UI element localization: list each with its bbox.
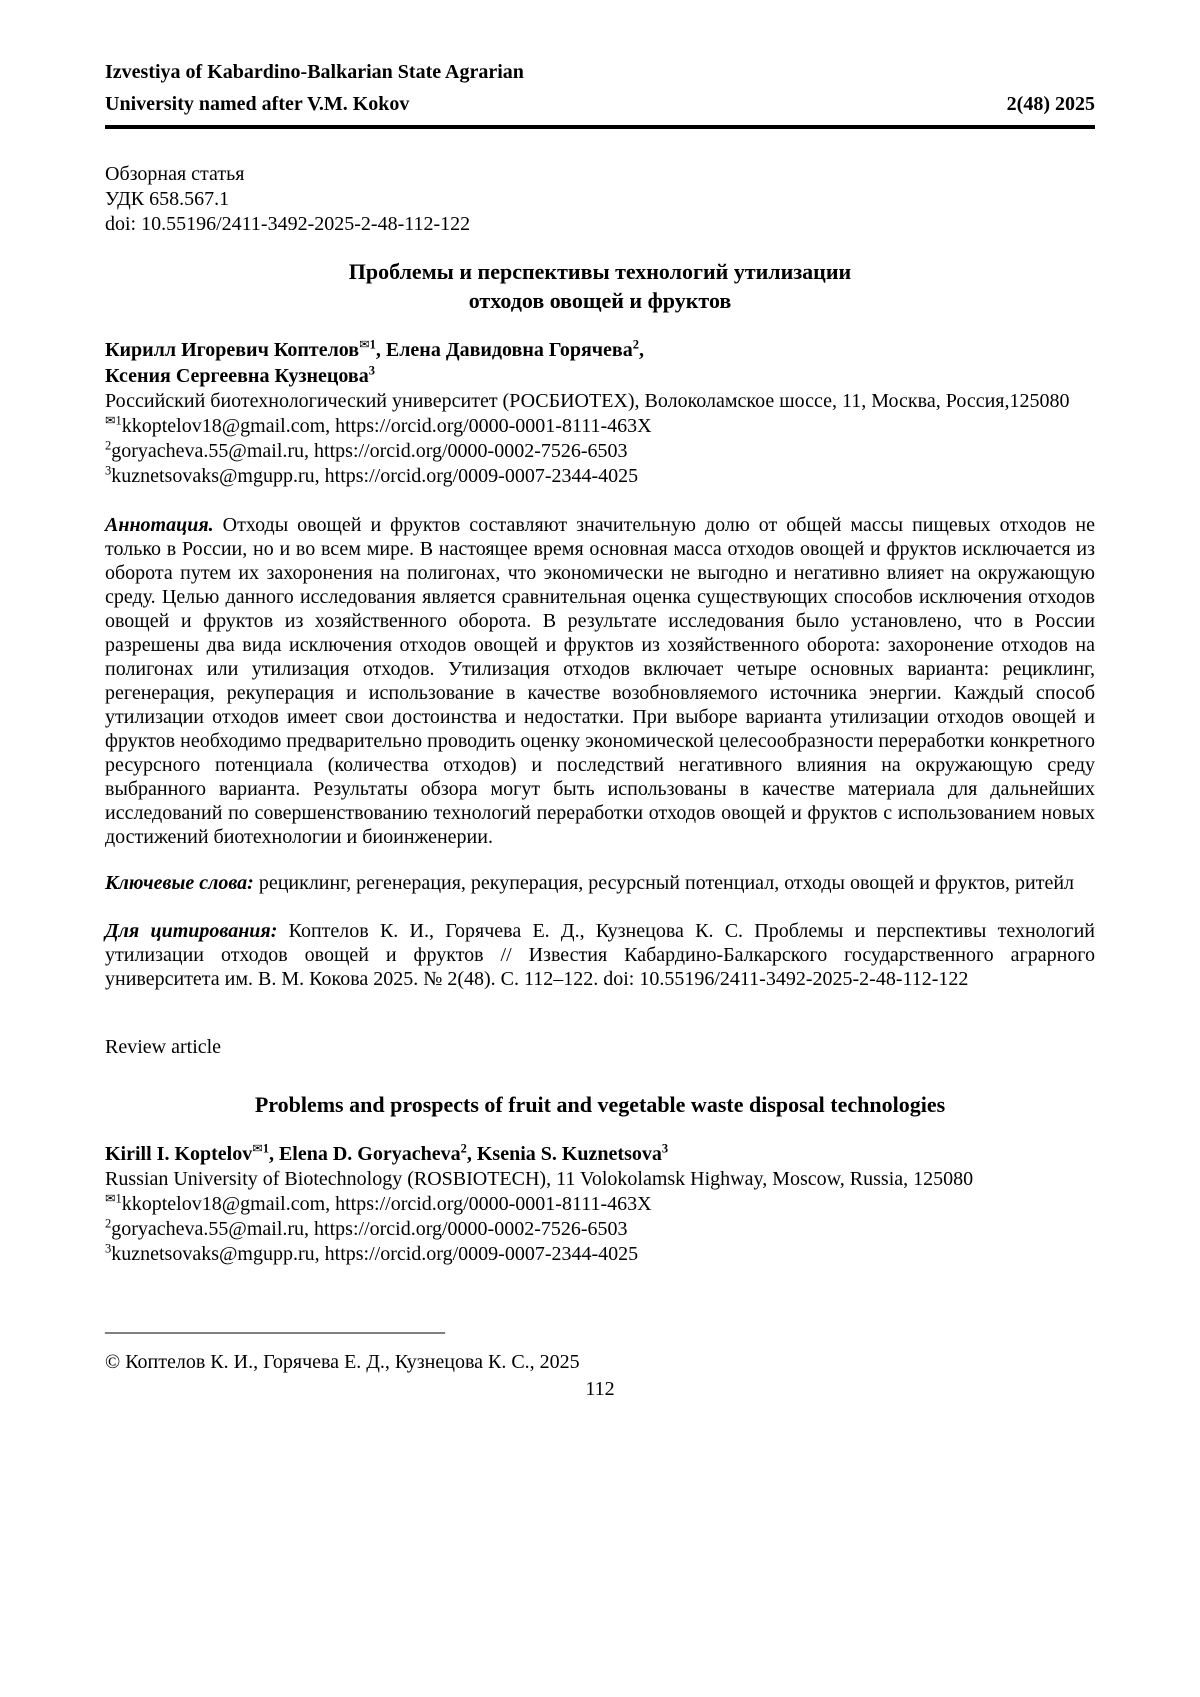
author-affiliation-mark: 3 (661, 1141, 669, 1156)
contact-sup: ✉1 (105, 1191, 122, 1206)
footnote-rule: __________________________________ (105, 1314, 445, 1336)
contacts-en (105, 1192, 1095, 1267)
citation-ru (105, 919, 1095, 991)
contact-email-orcid: kuznetsovaks@mgupp.ru, https://orcid.org/0009-0007-2344-4025 (111, 465, 639, 487)
contact-line (105, 1242, 1095, 1267)
contact-sup: ✉1 (105, 413, 122, 428)
contact-line (105, 439, 1095, 464)
abstract-text: Отходы овощей и фруктов составляют значительную долю от общей массы пищевых отходов не только в России, но и во всем мире. В настоящее время основная масса отходов овощей и фруктов исключается из оборота путем их захоронения на полигонах, что экономически не выгодно и негативно влияет на окружающую среду. Целью данного исследования является сравнительная оценка существующих способов исключения отходов овощей и фруктов из хозяйственного оборота. В результате исследования было установлено, что в России разрешены два вида исключения отходов овощей и фруктов из хозяйственного оборота: захоронение отходов на полигонах или утилизация отходов. Утилизация отходов включает четыре основных варианта: рециклинг, регенерация, рекуперация и использование в качестве возобновляемого источника энергии. Каждый способ утилизации отходов имеет свои достоинства и недостатки. При выборе варианта утилизации отходов овощей и фруктов необходимо предварительно проводить оценку экономической целесообразности переработки конкретного ресурсного потенциала (количества отходов) и последствий негативного влияния на окружающую среду выбранного варианта. Результаты обзора могут быть использованы в качестве материала для дальнейших исследований по совершенствованию технологий переработки отходов овощей и фруктов с использованием новых достижений биотехнологии и биоинженерии. (105, 514, 1095, 848)
contact-line (105, 464, 1095, 489)
contact-email-orcid: kkoptelov18@gmail.com, https://orcid.org/0000-0001-8111-463X (121, 1193, 652, 1215)
journal-header (105, 56, 1095, 129)
corresponding-author-mark: ✉1 (252, 1141, 269, 1156)
contact-line (105, 414, 1095, 439)
contact-sup: 2 (105, 1216, 112, 1231)
author-affiliation-mark: 2 (460, 1141, 467, 1156)
author-affiliation-mark: 2 (632, 337, 639, 352)
contact-email-orcid: goryacheva.55@mail.ru, https://orcid.org/0000-0002-7526-6503 (111, 1218, 628, 1240)
corresponding-author-mark: ✉1 (359, 337, 376, 352)
authors-ru (105, 337, 1095, 389)
authors-ru-line1 (105, 337, 1095, 363)
title-ru-line1: Проблемы и перспективы технологий утилизации (348, 259, 852, 284)
keywords-ru (105, 871, 1095, 895)
article-title-en: Problems and prospects of fruit and vegetable waste disposal technologies (254, 1092, 946, 1117)
author-name: Kirill I. Koptelov (105, 1143, 253, 1165)
article-type-en: Review article (105, 1036, 222, 1058)
author-name: Ksenia S. Kuznetsova (476, 1143, 662, 1165)
journal-name-line1: Izvestiya of Kabardino-Balkarian State Agrarian (105, 61, 524, 83)
keywords-label: Ключевые слова: (105, 872, 254, 894)
author-name: Елена Давидовна Горячева (385, 339, 633, 361)
contact-sup: 3 (105, 1241, 112, 1256)
abstract-ru (105, 513, 1095, 849)
issue-number: 2(48) 2025 (1006, 93, 1095, 115)
contact-sup: 3 (105, 463, 112, 478)
affiliation-ru: Российский биотехнологический университет (РОСБИОТЕХ), Волоколамское шоссе, 11, Москва, Россия,125080 (105, 390, 1070, 412)
article-type-ru: Обзорная статья (105, 163, 245, 185)
title-ru-line2: отходов овощей и фруктов (468, 288, 732, 313)
citation-label: Для цитирования: (105, 920, 278, 942)
contacts-ru (105, 414, 1095, 489)
journal-header-row2 (105, 88, 1095, 120)
contact-line (105, 1192, 1095, 1217)
journal-name-line2: University named after V.M. Kokov (105, 93, 410, 115)
author-name: Elena D. Goryacheva (278, 1143, 461, 1165)
contact-email-orcid: kuznetsovaks@mgupp.ru, https://orcid.org/0009-0007-2344-4025 (111, 1243, 639, 1265)
page-number: 112 (585, 1378, 615, 1400)
doi-line: doi: 10.55196/2411-3492-2025-2-48-112-122 (105, 213, 471, 235)
author-separator: , (375, 339, 386, 361)
author-separator: , (638, 339, 644, 361)
abstract-label: Аннотация. (105, 514, 214, 536)
author-separator: , (268, 1143, 279, 1165)
contact-email-orcid: kkoptelov18@gmail.com, https://orcid.org/0000-0001-8111-463X (121, 415, 652, 437)
author-name: Ксения Сергеевна Кузнецова (105, 365, 369, 387)
author-separator: , (466, 1143, 477, 1165)
article-title-ru (105, 257, 1095, 315)
contact-sup: 2 (105, 438, 112, 453)
authors-ru-line2 (105, 363, 1095, 389)
article-meta-ru (105, 162, 1095, 237)
author-affiliation-mark: 3 (368, 363, 375, 378)
header-rule (105, 125, 1095, 129)
contact-line (105, 1217, 1095, 1242)
author-name: Кирилл Игоревич Коптелов (105, 339, 360, 361)
keywords-text: рециклинг, регенерация, рекуперация, ресурсный потенциал, отходы овощей и фруктов, ритейл (253, 872, 1075, 894)
affiliation-en: Russian University of Biotechnology (ROSBIOTECH), 11 Volokolamsk Highway, Moscow, Russia, 125080 (105, 1168, 974, 1190)
citation-text: Коптелов К. И., Горячева Е. Д., Кузнецова К. С. Проблемы и перспективы технологий утилизации отходов овощей и фруктов // Известия Кабардино-Балкарского государственного аграрного университета им. В. М. Кокова 2025. № 2(48). С. 112–122. doi: 10.55196/2411-3492-2025-2-48-112-122 (105, 920, 1095, 990)
authors-en (105, 1141, 1095, 1167)
udc-number: УДК 658.567.1 (105, 188, 230, 210)
copyright-line: © Коптелов К. И., Горячева Е. Д., Кузнецова К. С., 2025 (105, 1351, 580, 1373)
contact-email-orcid: goryacheva.55@mail.ru, https://orcid.org/0000-0002-7526-6503 (111, 440, 628, 462)
